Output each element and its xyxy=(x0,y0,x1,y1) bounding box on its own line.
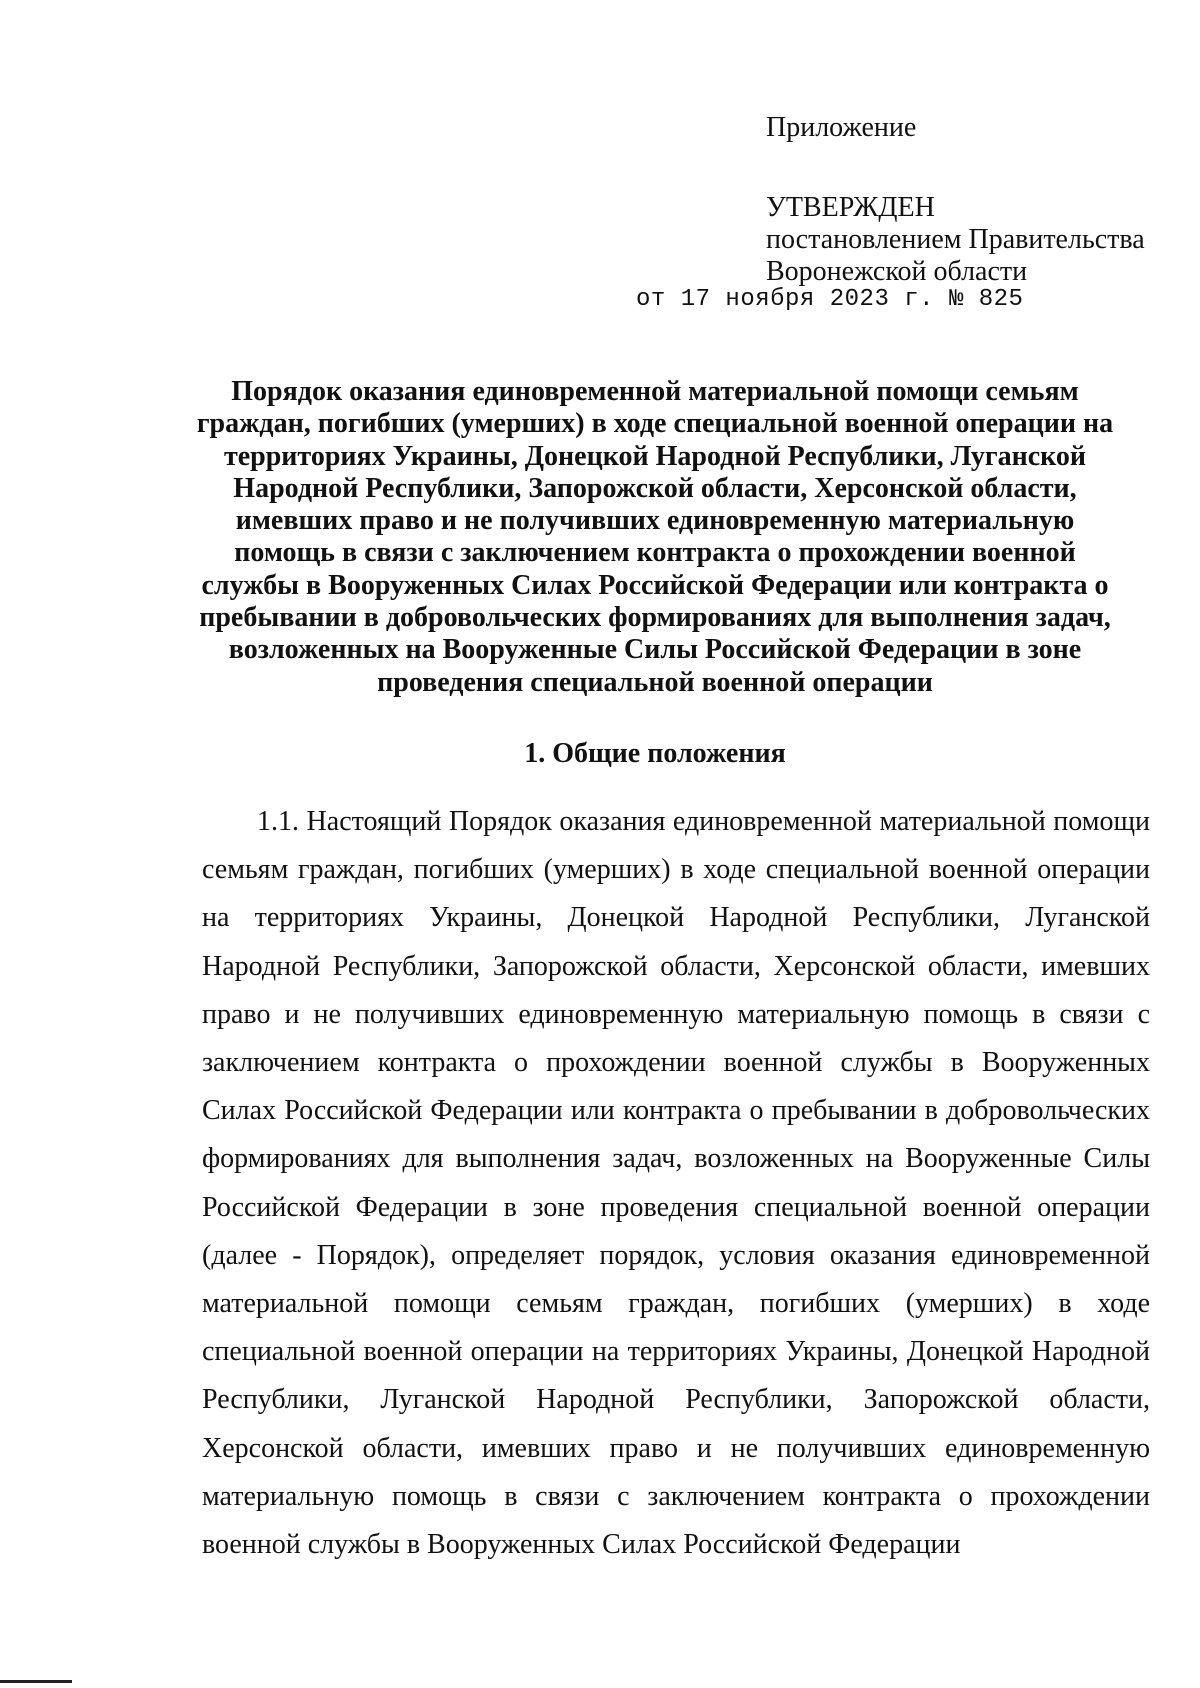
approved-by-line-2: Воронежской области xyxy=(766,256,1028,287)
approval-date-number: от 17 ноября 2023 г. № 825 xyxy=(636,286,1024,313)
section-heading: 1. Общие положения xyxy=(524,738,786,769)
paragraph-1-1: 1.1. Настоящий Порядок оказания единовременной материальной помощи семьям граждан, погибших (умерших) в ходе специальной военной операции на территориях Украины, Донецкой Народной Республики, Луганской Народной Республики, Запорожской области, Херсонской области, имевших право и не получивших единовременную материальную помощь в связи с заключением контракта о прохождении военной службы в Вооруженных Силах Российской Федерации или контракта о пребывании в добровольческих формированиях для выполнения задач, возложенных на Вооруженные Силы Российской Федерации в зоне проведения специальной военной операции (далее - Порядок), определяет порядок, условия оказания единовременной материальной помощи семьям граждан, погибших (умерших) в ходе специальной военной операции на территориях Украины, Донецкой Народной Республики, Луганской Народной Республики, Запорожской области, Херсонской области, имевших право и не получивших единовременную материальную помощь в связи с заключением контракта о прохождении военной службы в Вооруженных Силах Российской Федерации xyxy=(202,806,1150,1561)
approval-block xyxy=(766,112,1186,288)
appendix-label: Приложение xyxy=(766,112,917,143)
approved-label: УТВЕРЖДЕН xyxy=(766,192,935,223)
footnote-separator-line xyxy=(0,1680,72,1683)
approved-by-line-1: постановлением Правительства xyxy=(766,224,1145,255)
document-title: Порядок оказания единовременной материальной помощи семьям граждан, погибших (умерших) в ходе специальной военной операции на территориях Украины, Донецкой Народной Республики, Луганской Народной Республики, Запорожской области, Херсонской области, имевших право и не получивших единовременную материальную помощь в связи с заключением контракта о прохождении военной службы в Вооруженных Силах Российской Федерации или контракта о пребывании в добровольческих формированиях для выполнения задач, возложенных на Вооруженные Силы Российской Федерации в зоне проведения специальной военной операции xyxy=(196,376,1114,698)
